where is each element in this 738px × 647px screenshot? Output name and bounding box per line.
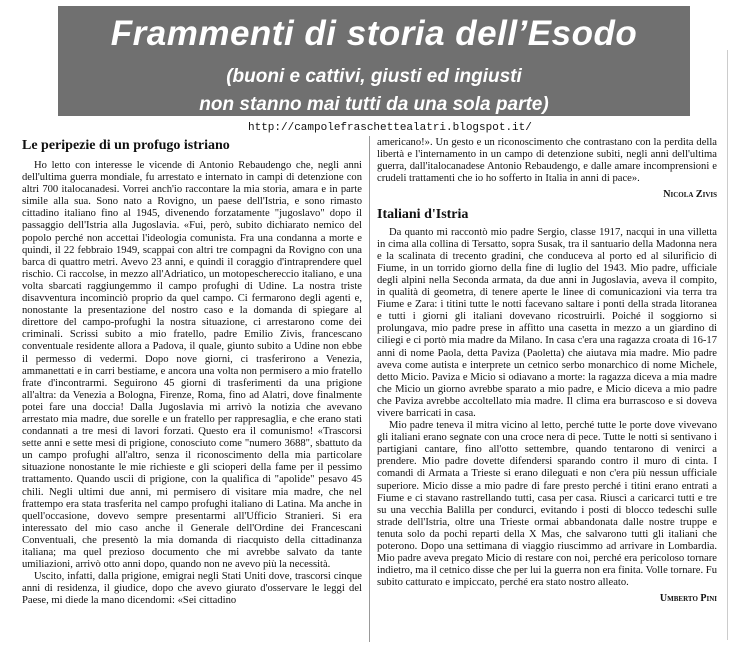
title-banner: [58, 6, 690, 116]
banner-title: Frammenti di storia dell’Esodo: [110, 14, 638, 53]
article-column-right: [377, 137, 717, 605]
article1-paragraph: Ho letto con interesse le vicende di Antonio Rebaudengo che, negli anni dell'ultima guerra mondiale, fu arrestato e internato in campi di detenzione con altri 700 italocanadesi. Vorrei anch'io raccontare la mia storia, amara e in parte simile alla sua. Sono nato a Rovigno, un paese dell'Istria, e sono rimasto cittadino italiano fino al 1945, divenendo forzatamente "jugoslavo" dopo il passaggio dell'Istria alla Jugoslavia. «Fui, però, subito dichiarato nemico del popolo perché non accettai l'ideologia comunista. Fra una condanna a morte e quindi, il 22 febbraio 1949, scappai con altri tre compagni da Rovigno con una barca di quattro metri. Avevo 23 anni, e quindi il coraggio d'intraprendere quel rischio. Ci raccolse, in mezzo all'Adriatico, un motopeschereccio italiano, e una volta sbarcati raggiungemmo il campo profughi di Udine. La nostra triste disavventura incominciò proprio da quel campo. Ci fermarono degli agenti e, nonostante la presentazione del nostro caso e la domanda di spiegare al direttore del campo-profughi la nostra situazione, ci arrestarono come dei criminali. Scrissi subito a mio fratello, padre Emilio Zivis, francescano conventuale residente allora a Padova, il quale, giunto subito a Udine non ebbe il permesso di vedermi. Dopo nove giorni, ci trasferirono a Venezia, ammanettati e in carri bestiame, e ancora una volta non permisero a mio fratello frate d'incontrarmi. Seguirono 45 giorni di trasferimenti da una prigione all'altra: da Venezia a Bologna, Firenze, Roma, fino ad Alatri, dove finalmente potei fare una doccia! Dalla Jugoslavia mi arrivò la notizia che avevano arrestato mia madre, due sorelle e un fratello per rappresaglia, e che erano stati condannati a tre mesi di lavori forzati. Questo era il comunismo! «Trascorsi sette anni e sette mesi di prigione, conosciuto come "numero 3688", sbattuto da un campo profughi all'altro, senza il riconoscimento della mia particolare situazione nonostante le mie richieste e gli scioperi della fame per il pessimo trattamento. Quando uscii di prigione, con la qualifica di "apolide" pesavo 45 chili. Negli ultimi due anni, mi permisero di visitare mia madre, che nel frattempo era stata trasferita nel campo profughi italiano di Latina. Ma anche in quell'occasione, dovevo sempre presentarmi all'Ufficio Stranieri. Si era interessato del mio caso anche il Generale dell'Ordine dei Francescani Conventuali, che presentò la mia domanda di riacquisto della cittadinanza italiana; ma quel prezioso documento che mi avrebbe salvato da tante umiliazioni, arrivò otto anni dopo, quando non ne avevo più la necessità.: [22, 160, 362, 571]
source-url: http://campolefraschettealatri.blogspot.it/: [248, 122, 532, 134]
column-divider: [369, 136, 370, 642]
article1-headline: Le peripezie di un profugo istriano: [22, 138, 230, 153]
banner-subtitle-1: (buoni e cattivi, giusti ed ingiusti: [226, 66, 522, 87]
article2-paragraph: Da quanto mi raccontò mio padre Sergio, classe 1917, nacqui in una villetta in cima alla collina di Tersatto, sopra Susak, tra il santuario della Madonna nera e la scalinata di trecento gradini, che conduceva al porto ed al silurificio di Fiume, in un torrido giorno della fine di luglio del 1943. Mio padre, ufficiale degli alpini nella Seconda armata, da due anni in Jugoslavia, aveva il compito, in qualità di geometra, di tenere aperte le linee di comunicazioni via terra tra Fiume e Zara: i titini tutte le notti facevano saltare i ponti della strada litoranea e tutti i giorni gli italiani dovevano ricostruirli. Poiché il soggiorno si prolungava, mio padre prese in affitto una casetta in mezzo a un giardino di ciliegi e ci portò mia madre da Milano. In casa c'era una ragazza croata di 16-17 anni di nome Paola, detta Paviza (Paoletta) che aiutava mia madre. Mio padre aveva come autista e interprete un cetnico serbo monarchico di nome Michele, detto Micio. Paviza e Micio si odiavano a morte: la ragazza diceva a mia madre che Micio un giorno avrebbe sparato a mio padre, e Micio diceva a mio padre che Paviza avrebbe accoltellato mia madre. Il clima era burrascoso e si doveva vivere barricati in casa.: [377, 226, 717, 419]
article1-signature: Nicola Zivis: [663, 189, 717, 201]
article2-paragraph: Mio padre teneva il mitra vicino al letto, perché tutte le porte dove vivevano gli italiani erano segnate con una croce nera di pece. Tutte le notti si sentivano i partigiani cantare, fino all'otto settembre, quando tentarono di venirci a prendere. Mio padre dovette difendersi sparando contro il muro di cinta. I comandi di Armata a Trieste si erano dileguati e non c'era più nessun ufficiale superiore. Micio disse a mio padre di fare presto perché i titini erano entrati a Fiume e ci stavano rastrellando tutti, casa per casa. Riuscì a caricarci tutti e tre su una vecchia Balilla per condurci, evitando i posti di blocco tedeschi sulle strade dell'Istria, oltre una Trieste ormai abbandonata dalle nostre truppe e tenuta solo da pochi reparti della X Mas, che salvarono tutti gli italiani che poterono. Dopo una settimana di viaggio riuscimmo ad arrivare in Lombardia. Mio padre aveva pregato Micio di restare con noi, perché era pericoloso tornare indietro, ma il cetnico disse che per lui la guerra non era finita. Volle tornare. Fu subito catturato e impiccato, perché era stato nostro alleato.: [377, 420, 717, 589]
article2-headline: Italiani d'Istria: [377, 207, 469, 223]
article1-paragraph: Uscito, infatti, dalla prigione, emigrai negli Stati Uniti dove, trascorsi cinque anni di residenza, il giudice, dopo che avevo giurato d'osservare le leggi del Paese, mi diede la mano dicendomi: «Sei cittadino: [22, 571, 362, 607]
page-edge-strip: [727, 50, 734, 640]
article-column-left: [22, 138, 362, 607]
article1-continued-text: americano!». Un gesto e un riconoscimento che contrastano con la perdita della libertà e l'internamento in un campo di detenzione subiti, negli anni dell'ultima guerra, dall'italocanadese Antonio Rebaudengo, e dalle amare incomprensioni e crudeli trattamenti che io ho sofferto in Italia in anni di pace».: [377, 137, 717, 185]
article2-signature: Umberto Pini: [659, 593, 717, 605]
banner-subtitle-2: non stanno mai tutti da una sola parte): [199, 94, 549, 115]
